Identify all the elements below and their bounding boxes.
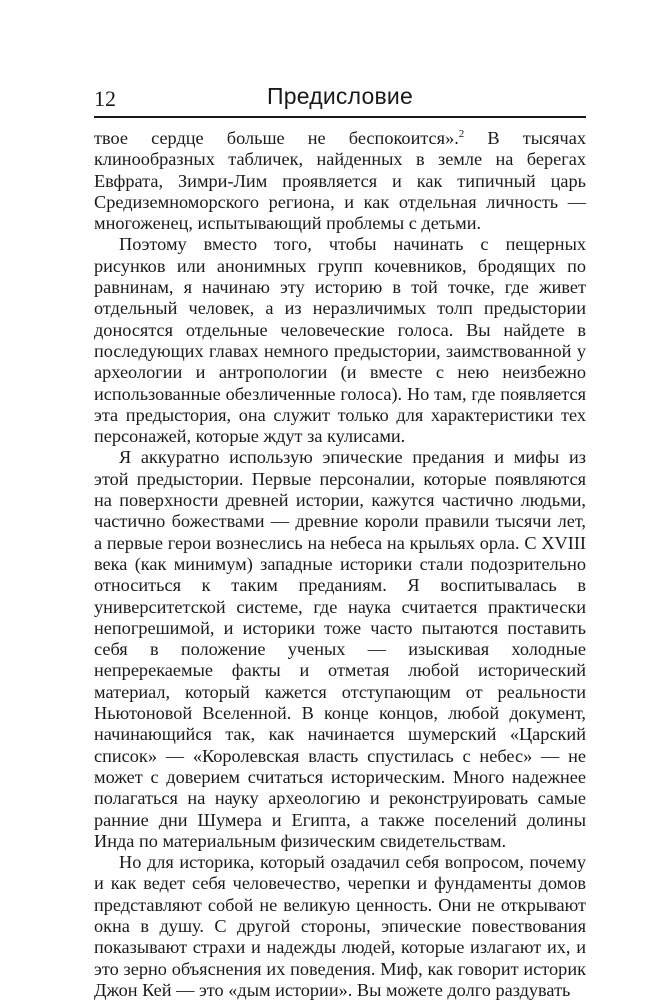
body-text	[94, 128, 586, 1001]
paragraph-3: Я аккуратно использую эпические предания и мифы из этой предыстории. Первые персоналии, которые появляются на поверхности древней истории, кажутся частично людьми, частично божествами — древние короли правили тысячи лет, а первые герои вознеслись на небеса на крыльях орла. С XVIII века (как минимум) западные историки стали подозрительно относиться к таким преданиям. Я воспитывалась в университетской системе, где наука считается практически непогрешимой, и историки тоже часто пытаются поставить себя в положение ученых — изыскивая холодные непререкаемые факты и отметая любой исторический материал, который кажется отступающим от реальности Ньютоновой Вселенной. В конце концов, любой документ, начинающийся так, как начинается шумерский «Царский список» — «Королевская власть спустилась с небес» — не может с доверием считаться историческим. Много надежнее полагаться на науку археологию и реконструировать самые ранние дни Шумера и Египта, а также поселений долины Инда по материальным физическим свидетельствам.	[94, 447, 586, 851]
page-header	[94, 82, 586, 114]
page-number: 12	[94, 86, 116, 111]
footnote-marker[interactable]: 2	[458, 127, 465, 140]
running-title: Предисловие	[267, 83, 413, 109]
paragraph-1-continuation: В тысячах клинообразных табличек, найденных в земле на берегах Евфрата, Зимри-Лим проявляется и как типичный царь Средиземноморского региона, и как отдельная личность — многоженец, испытывающий проблемы с детьми.	[94, 128, 586, 234]
paragraph-1	[94, 128, 586, 234]
paragraph-1-text: твое сердце больше не беспокоится».	[94, 128, 459, 148]
header-rule	[94, 116, 586, 118]
paragraph-4: Но для историка, который озадачил себя вопросом, почему и как ведет себя человечество, черепки и фундаменты домов представляют собой не великую ценность. Они не открывают окна в душу. С другой стороны, эпические повествования показывают страхи и надежды людей, которые излагают их, и это зерно объяснения их поведения. Миф, как говорит историк Джон Кей — это «дым истории». Вы можете долго раздувать	[94, 852, 586, 1000]
paragraph-2: Поэтому вместо того, чтобы начинать с пещерных рисунков или анонимных групп кочевников, бродящих по равнинам, я начинаю эту историю в той точке, где живет отдельный человек, а из неразличимых толп предыстории доносятся отдельные человеческие голоса. Вы найдете в последующих главах немного предыстории, заимствованной у археологии и антропологии (и вместе с нею неизбежно использованные обезличенные голоса). Но там, где появляется эта предыстория, она служит только для характеристики тех персонажей, которые ждут за кулисами.	[94, 234, 586, 447]
